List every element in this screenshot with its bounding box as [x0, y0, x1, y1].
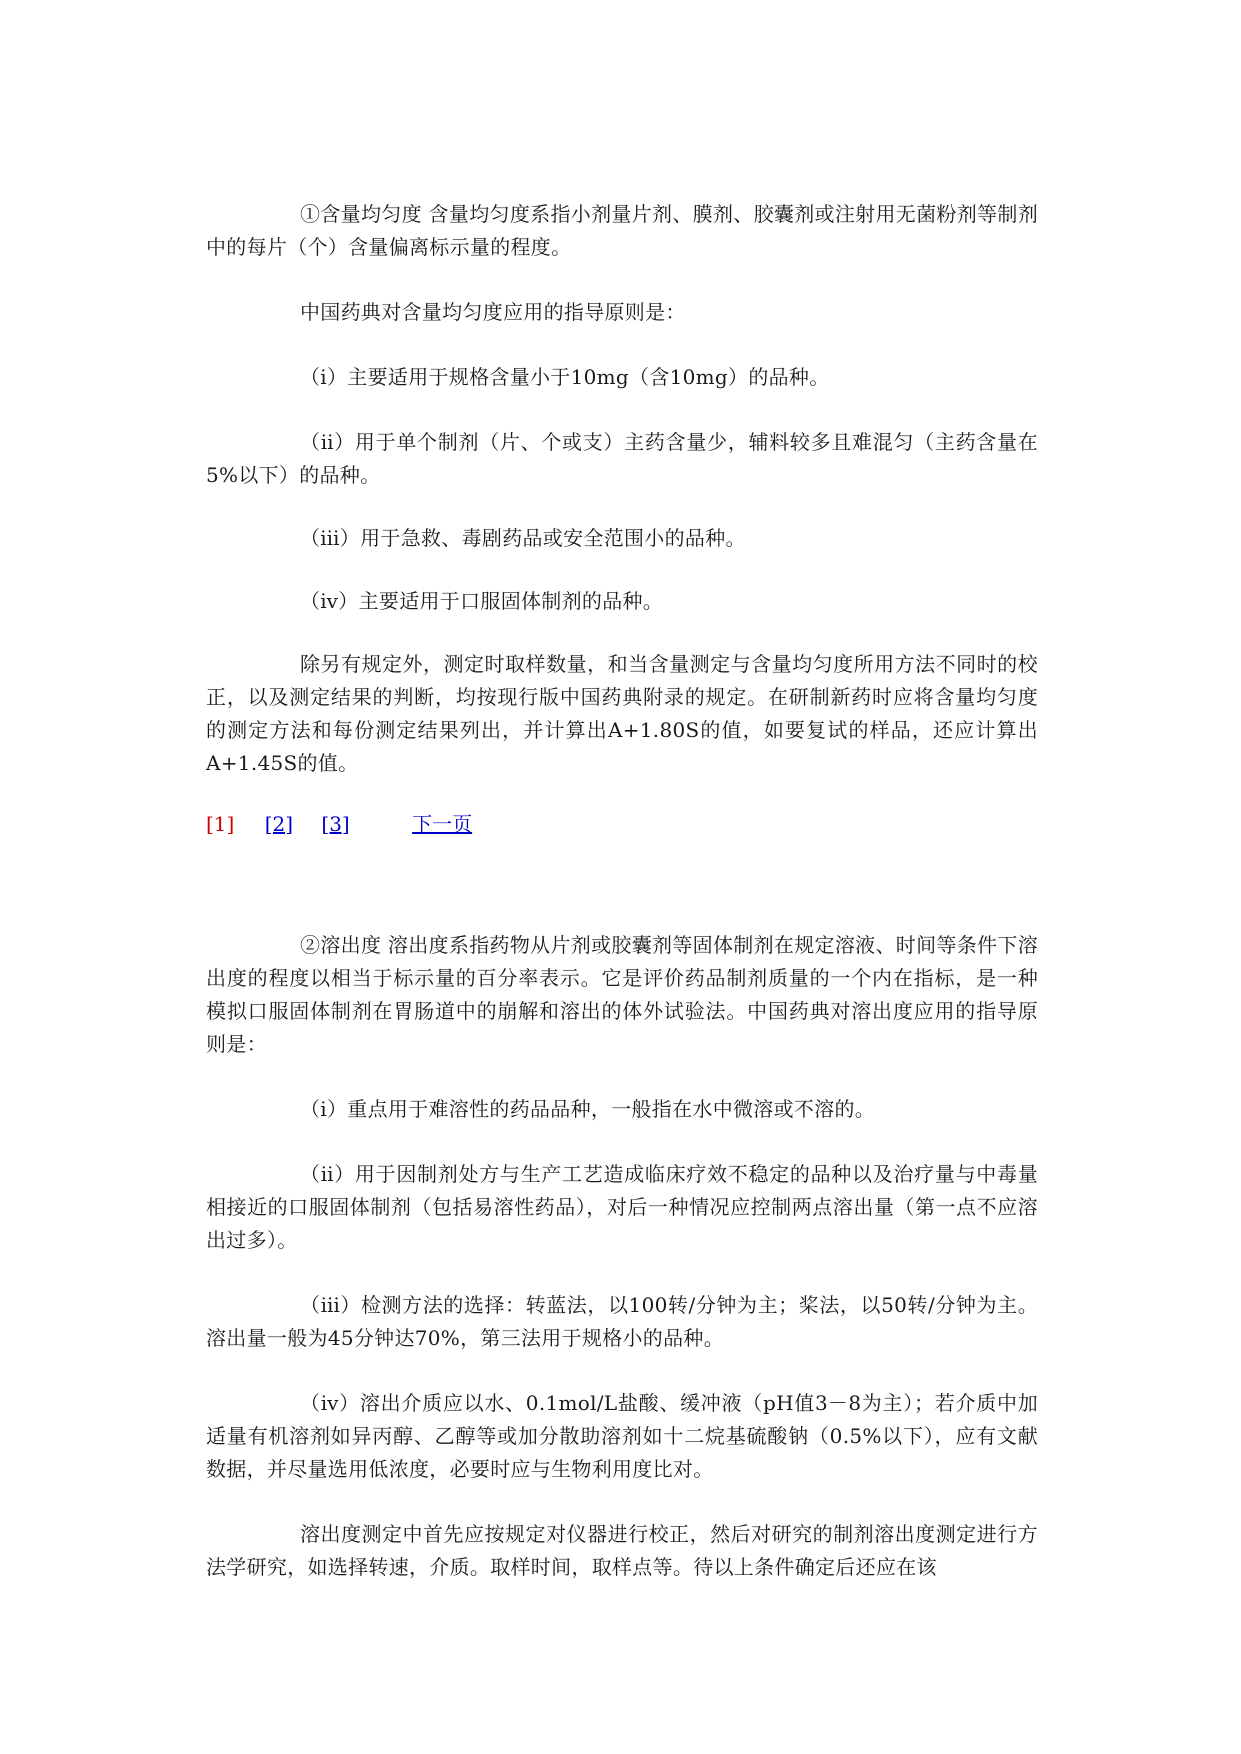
paragraph-item-iv: （ⅳ）主要适用于口服固体制剂的品种。 [300, 589, 664, 613]
paragraph-item-i: （ⅰ）主要适用于规格含量小于10mg（含10mg）的品种。 [300, 365, 830, 389]
pagination-next-link[interactable]: 下一页 [412, 812, 473, 836]
paragraph-dissolution-item-ii: （ⅱ）用于因制剂处方与生产工艺造成临床疗效不稳定的品种以及治疗量与中毒量相接近的口服固体制剂（包括易溶性药品），对后一种情况应控制两点溶出量（第一点不应溶出过多）。 [206, 1162, 1038, 1252]
paragraph-dissolution-item-i: （ⅰ）重点用于难溶性的药品品种，一般指在水中微溶或不溶的。 [300, 1097, 876, 1121]
paragraph-dissolution-definition: ②溶出度 溶出度系指药物从片剂或胶囊剂等固体制剂在规定溶液、时间等条件下溶出度的程度以相当于标示量的百分率表示。它是评价药品制剂质量的一个内在指标，是一种模拟口服固体制剂在胃肠道中的崩解和溶出的体外试验法。中国药典对溶出度应用的指导原则是： [206, 933, 1038, 1056]
pagination-current-page: [1] [206, 812, 235, 836]
paragraph-item-ii: （ⅱ）用于单个制剂（片、个或支）主药含量少，辅料较多且难混匀（主药含量在5%以下）的品种。 [206, 430, 1038, 487]
document-page [206, 198, 1038, 1584]
paragraph-guideline-intro: 中国药典对含量均匀度应用的指导原则是： [300, 300, 686, 324]
paragraph-dissolution-calibration: 溶出度测定中首先应按规定对仪器进行校正，然后对研究的制剂溶出度测定进行方法学研究，如选择转速，介质。取样时间，取样点等。待以上条件确定后还应在该 [206, 1522, 1038, 1579]
pagination-link-page-2[interactable]: [2] [264, 812, 294, 836]
paragraph-dissolution-item-iii: （ⅲ）检测方法的选择：转蓝法，以100转/分钟为主；桨法，以50转/分钟为主。溶出量一般为45分钟达70%，第三法用于规格小的品种。 [206, 1293, 1038, 1350]
paragraph-sampling-rules: 除另有规定外，测定时取样数量，和当含量测定与含量均匀度所用方法不同时的校正，以及测定结果的判断，均按现行版中国药典附录的规定。在研制新药时应将含量均匀度的测定方法和每份测定结果列出，并计算出A+1.80S的值，如要复试的样品，还应计算出A+1.45S的值。 [206, 652, 1038, 775]
section-content-uniformity [206, 198, 1038, 780]
pagination [206, 808, 1038, 841]
pagination-link-page-3[interactable]: [3] [321, 812, 350, 836]
section-dissolution [206, 929, 1038, 1584]
paragraph-dissolution-item-iv: （ⅳ）溶出介质应以水、0.1mol/L盐酸、缓冲液（pH值3－8为主）；若介质中加适量有机溶剂如异丙醇、乙醇等或加分散助溶剂如十二烷基硫酸钠（0.5%以下），应有文献数据，并尽量选用低浓度，必要时应与生物利用度比对。 [206, 1391, 1038, 1481]
paragraph-item-iii: （ⅲ）用于急救、毒剧药品或安全范围小的品种。 [300, 526, 746, 550]
paragraph-content-uniformity-definition: ①含量均匀度 含量均匀度系指小剂量片剂、膜剂、胶囊剂或注射用无菌粉剂等制剂中的每片（个）含量偏离标示量的程度。 [206, 202, 1038, 259]
